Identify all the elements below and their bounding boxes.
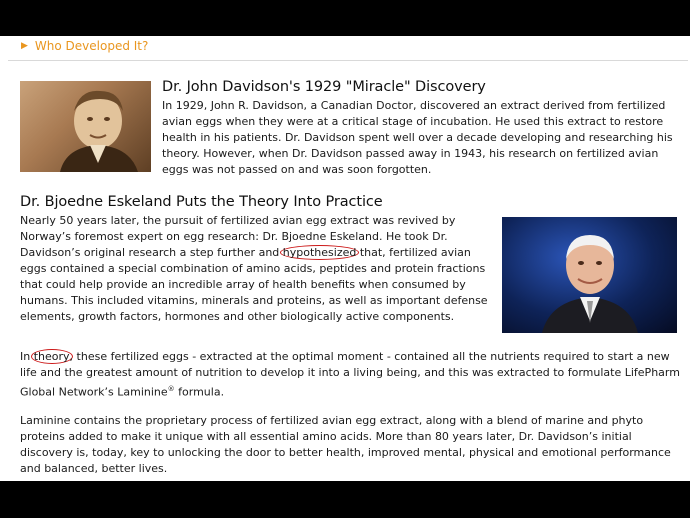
davidson-heading: Dr. John Davidson's 1929 "Miracle" Discovery <box>162 79 486 95</box>
hypothesized-highlight: hypothesized <box>280 245 360 260</box>
davidson-portrait <box>20 81 151 172</box>
eskeland-paragraph: Nearly 50 years later, the pursuit of fertilized avian egg extract was revived by Norway’s foremost expert on egg research: Dr. Bjoedne Eskeland. He took Dr. Davidson’s original research a step further and hypothesized that, fertilized avian eggs contained a special combination of amino acids, peptides and protein fractions that could help provide an incredible array of health benefits when consumed by humans. This included vitamins, minerals and proteins, as well as important defense elements, growth factors, hormones and other biologically active components. <box>20 214 488 323</box>
eskeland-portrait <box>502 217 677 333</box>
letterbox-bottom <box>0 481 690 518</box>
article-page <box>0 36 690 481</box>
davidson-paragraph: In 1929, John R. Davidson, a Canadian Doctor, discovered an extract derived from fertilized avian eggs when they were at a critical stage of incubation. He used this extract to restore health in his patients. Dr. Davidson spent well over a decade developing and researching his theory. However, when Dr. Davidson passed away in 1943, his research on fertilized avian eggs was not passed on and was soon forgotten. <box>162 99 673 176</box>
section-header[interactable] <box>21 39 148 53</box>
theory-highlight: theory <box>31 349 73 364</box>
divider <box>8 60 688 61</box>
section-title[interactable]: Who Developed It? <box>34 39 149 53</box>
letterbox-top <box>0 0 690 36</box>
triangle-right-icon: ▶ <box>21 41 28 51</box>
laminine-paragraph: Laminine contains the proprietary process of fertilized avian egg extract, along with a blend of marine and phyto proteins added to make it unique with all essential amino acids. More than 80 years later, Dr. Davidson’s initial discovery is, today, key to unlocking the door to better health, improved mental, physical and emotional performance and balanced, better lives. <box>20 414 671 475</box>
registered-mark: ® <box>167 385 175 393</box>
eskeland-heading: Dr. Bjoedne Eskeland Puts the Theory Into Practice <box>20 194 383 210</box>
theory-paragraph: In theory, these fertilized eggs - extracted at the optimal moment - contained all the nutrients required to start a new life and the greatest amount of nutrition to develop it into a living being, and this was extracted to formulate LifePharm Global Network’s Laminine® formula. <box>20 350 680 399</box>
